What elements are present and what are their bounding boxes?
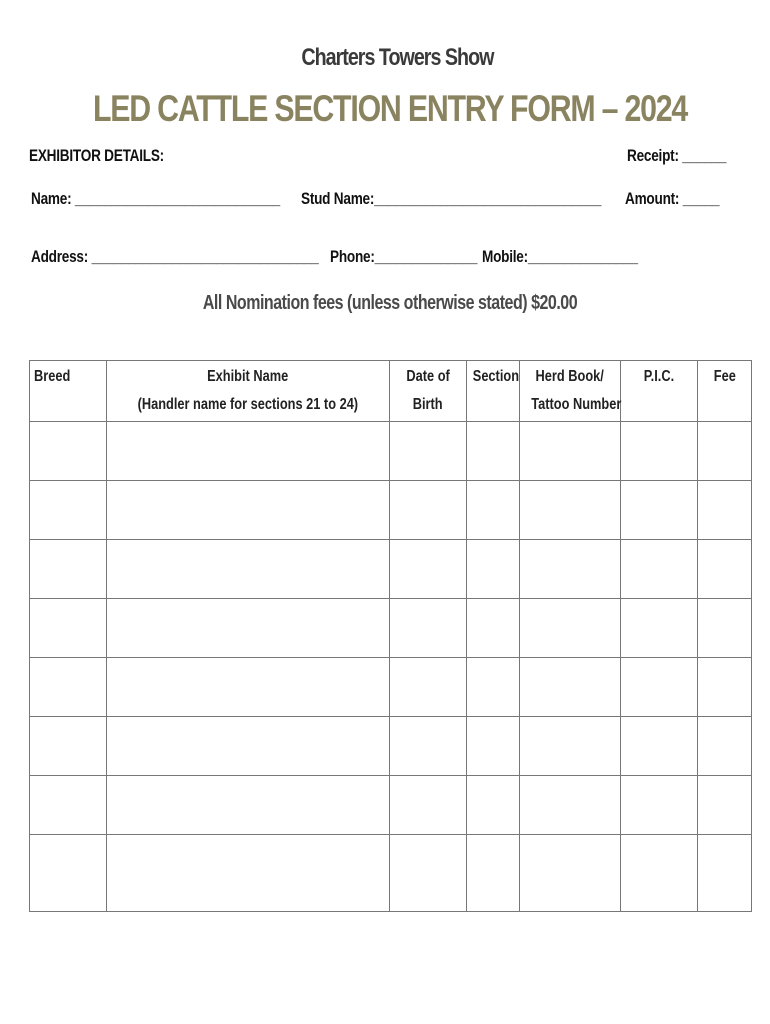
cell-fee[interactable] — [698, 540, 752, 599]
entry-table — [29, 360, 752, 912]
cell-date-of-birth[interactable] — [390, 540, 467, 599]
cell-exhibit-name[interactable] — [107, 717, 390, 776]
cell-herd-book[interactable] — [520, 599, 621, 658]
table-row — [30, 422, 752, 481]
name-field[interactable]: Name: ____________________________ — [31, 189, 280, 208]
cell-fee[interactable] — [698, 422, 752, 481]
cell-date-of-birth[interactable] — [390, 717, 467, 776]
cell-exhibit-name[interactable] — [107, 835, 390, 912]
table-row — [30, 776, 752, 835]
show-name: Charters Towers Show — [301, 44, 494, 71]
cell-exhibit-name[interactable] — [107, 481, 390, 540]
cell-date-of-birth[interactable] — [390, 658, 467, 717]
table-header-row — [30, 361, 752, 422]
cell-fee[interactable] — [698, 599, 752, 658]
cell-herd-book[interactable] — [520, 835, 621, 912]
cell-breed[interactable] — [30, 540, 107, 599]
table-row — [30, 481, 752, 540]
header-date-of-birth: Date of Birth — [390, 361, 467, 422]
cell-date-of-birth[interactable] — [390, 835, 467, 912]
cell-exhibit-name[interactable] — [107, 422, 390, 481]
header-herd-book: Herd Book/ Tattoo Number — [520, 361, 621, 422]
cell-date-of-birth[interactable] — [390, 776, 467, 835]
header-pic: P.I.C. — [621, 361, 698, 422]
header-exhibit-name: Exhibit Name (Handler name for sections 21 to 24) — [107, 361, 390, 422]
cell-herd-book[interactable] — [520, 422, 621, 481]
cell-exhibit-name[interactable] — [107, 776, 390, 835]
phone-field[interactable]: Phone:______________ — [330, 247, 478, 266]
table-row — [30, 540, 752, 599]
cell-date-of-birth[interactable] — [390, 422, 467, 481]
form-title: LED CATTLE SECTION ENTRY FORM – 2024 — [92, 88, 688, 129]
cell-pic[interactable] — [621, 481, 698, 540]
cell-section[interactable] — [467, 481, 520, 540]
cell-section[interactable] — [467, 540, 520, 599]
receipt-field[interactable]: Receipt: ______ — [627, 146, 727, 165]
cell-breed[interactable] — [30, 481, 107, 540]
cell-breed[interactable] — [30, 835, 107, 912]
address-field[interactable]: Address: _______________________________ — [31, 247, 319, 266]
stud-name-field[interactable]: Stud Name:_______________________________ — [301, 189, 602, 208]
cell-herd-book[interactable] — [520, 776, 621, 835]
cell-herd-book[interactable] — [520, 658, 621, 717]
cell-herd-book[interactable] — [520, 540, 621, 599]
cell-exhibit-name[interactable] — [107, 599, 390, 658]
cell-breed[interactable] — [30, 422, 107, 481]
cell-section[interactable] — [467, 422, 520, 481]
exhibitor-details-label: EXHIBITOR DETAILS: — [29, 146, 164, 165]
cell-fee[interactable] — [698, 658, 752, 717]
cell-fee[interactable] — [698, 717, 752, 776]
nomination-fee-note: All Nomination fees (unless otherwise stated) $20.00 — [202, 292, 578, 314]
cell-section[interactable] — [467, 835, 520, 912]
cell-pic[interactable] — [621, 599, 698, 658]
cell-breed[interactable] — [30, 717, 107, 776]
cell-pic[interactable] — [621, 717, 698, 776]
cell-breed[interactable] — [30, 599, 107, 658]
cell-section[interactable] — [467, 776, 520, 835]
header-fee: Fee — [698, 361, 752, 422]
cell-herd-book[interactable] — [520, 481, 621, 540]
cell-pic[interactable] — [621, 776, 698, 835]
table-row — [30, 599, 752, 658]
cell-pic[interactable] — [621, 422, 698, 481]
cell-exhibit-name[interactable] — [107, 540, 390, 599]
cell-date-of-birth[interactable] — [390, 481, 467, 540]
cell-section[interactable] — [467, 599, 520, 658]
header-breed: Breed — [30, 361, 107, 422]
cell-pic[interactable] — [621, 658, 698, 717]
table-row — [30, 717, 752, 776]
cell-date-of-birth[interactable] — [390, 599, 467, 658]
header-section: Section — [467, 361, 520, 422]
cell-section[interactable] — [467, 717, 520, 776]
table-row — [30, 835, 752, 912]
cell-fee[interactable] — [698, 481, 752, 540]
cell-breed[interactable] — [30, 776, 107, 835]
cell-fee[interactable] — [698, 776, 752, 835]
cell-pic[interactable] — [621, 540, 698, 599]
cell-section[interactable] — [467, 658, 520, 717]
cell-breed[interactable] — [30, 658, 107, 717]
table-row — [30, 658, 752, 717]
cell-pic[interactable] — [621, 835, 698, 912]
cell-exhibit-name[interactable] — [107, 658, 390, 717]
amount-field[interactable]: Amount: _____ — [625, 189, 720, 208]
cell-herd-book[interactable] — [520, 717, 621, 776]
mobile-field[interactable]: Mobile:_______________ — [482, 247, 638, 266]
cell-fee[interactable] — [698, 835, 752, 912]
